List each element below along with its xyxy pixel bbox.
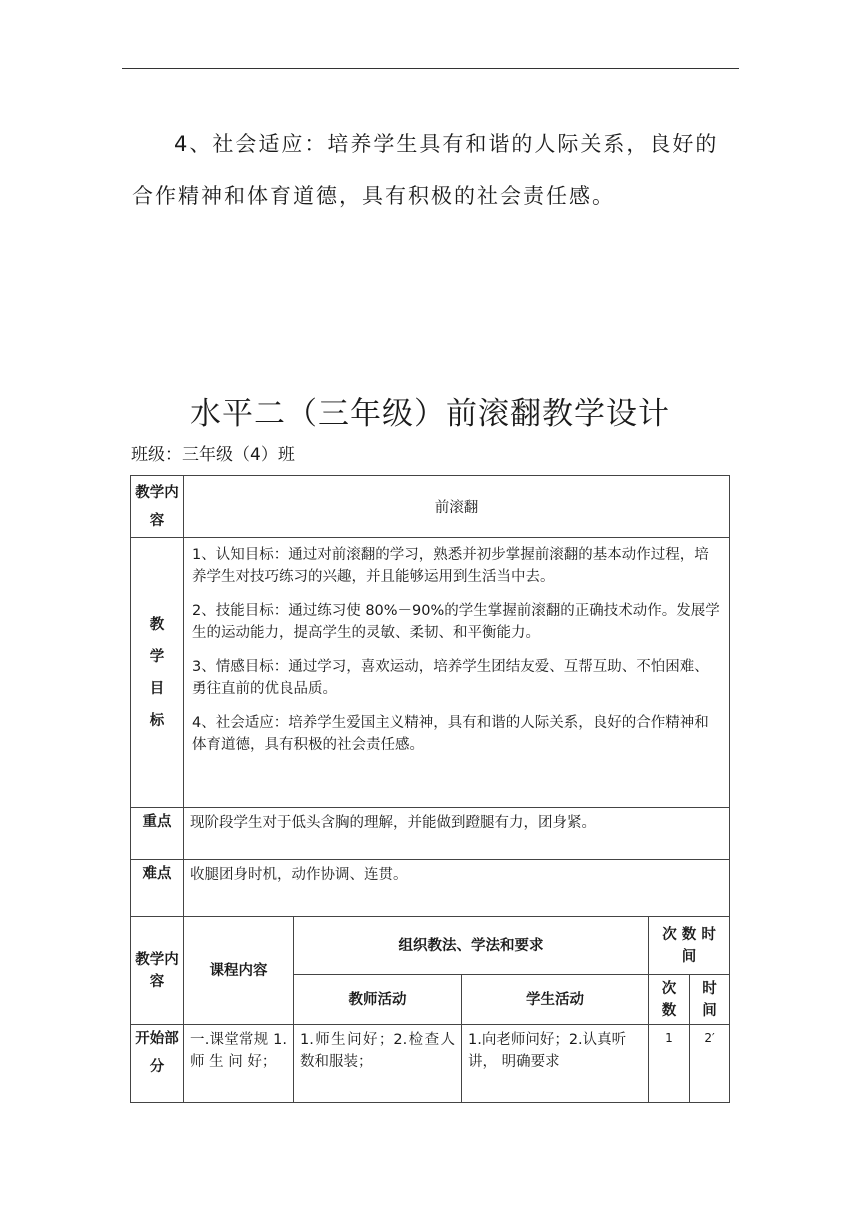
header-row-1 [131, 917, 730, 975]
method-header: 组织教法、学法和要求 [294, 917, 649, 975]
key-point-row [131, 808, 730, 860]
intro-line-2: 合作精神和体育道德，具有积极的社会责任感。 [132, 184, 615, 208]
student-header: 学生活动 [462, 975, 649, 1025]
content-label: 教学内容 [131, 476, 184, 538]
count-header: 次数 [649, 975, 690, 1025]
start-time: 2′ [690, 1025, 730, 1103]
goals-cell [184, 538, 730, 808]
time-header: 时间 [690, 975, 730, 1025]
difficulty-label: 难点 [131, 860, 184, 917]
goal-skill: 2、技能目标：通过练习使 80%－90%的学生掌握前滚翻的正确技术动作。发展学生的运动能力，提高学生的灵敏、柔韧、和平衡能力。 [192, 603, 720, 641]
key-point-label: 重点 [131, 808, 184, 860]
intro-paragraph [132, 118, 732, 222]
start-teacher: 1.师生问好；2.检查人数和服装； [294, 1025, 462, 1103]
goals-label: 教学目标 [131, 538, 184, 808]
key-point-value: 现阶段学生对于低头含胸的理解，并能做到蹬腿有力，团身紧。 [184, 808, 730, 860]
teacher-header: 教师活动 [294, 975, 462, 1025]
goal-social: 4、社会适应：培养学生爱国主义精神，具有和谐的人际关系，良好的合作精神和体育道德，具有积极的社会责任感。 [192, 715, 709, 753]
intro-line-1: 4、社会适应：培养学生具有和谐的人际关系，良好的 [174, 132, 719, 156]
start-student: 1.向老师问好；2.认真听讲， 明确要求 [462, 1025, 649, 1103]
goal-cognitive: 1、认知目标：通过对前滚翻的学习，熟悉并初步掌握前滚翻的基本动作过程，培养学生对技巧练习的兴趣，并且能够运用到生活当中去。 [192, 547, 709, 585]
goals-row [131, 538, 730, 808]
content-value: 前滚翻 [184, 476, 730, 538]
count-time-header: 次 数 时 间 [649, 917, 730, 975]
start-phase: 开始部分 [131, 1025, 184, 1103]
content-row [131, 476, 730, 538]
header-rule [122, 68, 739, 69]
lesson-plan-table [130, 475, 730, 1103]
document-title: 水平二（三年级）前滚翻教学设计 [190, 396, 670, 432]
class-info: 班级：三年级（4）班 [131, 445, 295, 465]
start-count: 1 [649, 1025, 690, 1103]
start-course: 一.课堂常规 1.师 生 问 好； [184, 1025, 294, 1103]
goal-emotion: 3、情感目标：通过学习，喜欢运动，培养学生团结友爱、互帮互助、不怕困难、勇往直前的优良品质。 [192, 659, 709, 697]
difficulty-row [131, 860, 730, 917]
phase-header: 教学内容 [131, 917, 184, 1025]
course-header: 课程内容 [184, 917, 294, 1025]
difficulty-value: 收腿团身时机，动作协调、连贯。 [184, 860, 730, 917]
start-row [131, 1025, 730, 1103]
